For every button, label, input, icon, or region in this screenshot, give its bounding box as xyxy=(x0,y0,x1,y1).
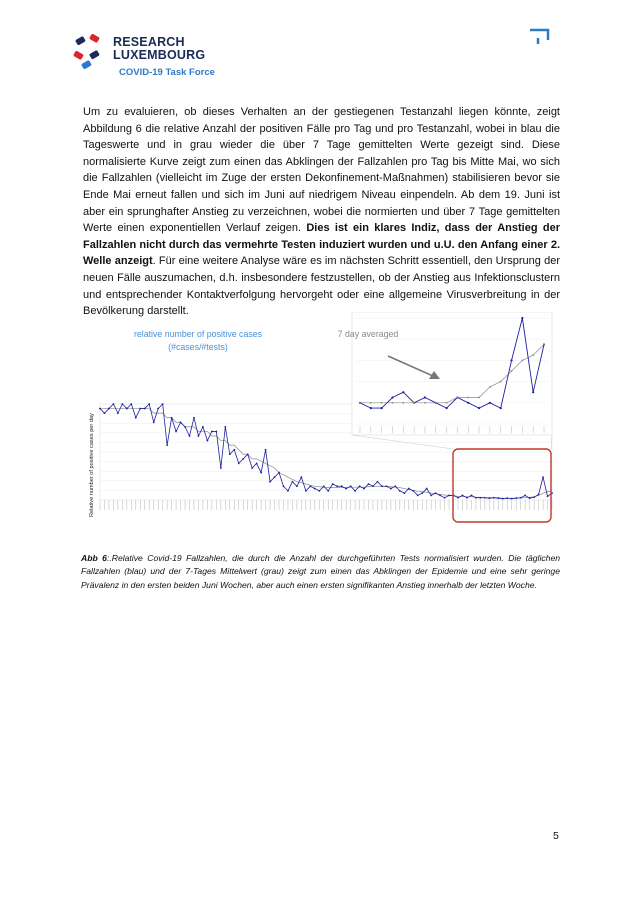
daily-point xyxy=(488,497,490,499)
daily-point xyxy=(296,485,298,487)
daily-point xyxy=(394,485,396,487)
inset-daily-point xyxy=(500,407,502,409)
caption-label: Abb 6 xyxy=(81,553,107,563)
inset-daily-point xyxy=(391,396,393,398)
daily-point xyxy=(323,485,325,487)
daily-point xyxy=(184,426,186,428)
daily-point xyxy=(368,483,370,485)
inset-averaged-point xyxy=(402,402,404,404)
daily-point xyxy=(260,472,262,474)
inset-averaged-point xyxy=(435,402,437,404)
daily-point xyxy=(466,497,468,499)
daily-point xyxy=(439,495,441,497)
daily-point xyxy=(511,498,513,500)
inset-averaged-point xyxy=(543,344,545,346)
daily-point xyxy=(265,449,267,451)
inset-averaged-point xyxy=(370,402,372,404)
daily-point xyxy=(515,497,517,499)
logo-wordmark xyxy=(113,36,205,62)
daily-point xyxy=(538,494,540,496)
paragraph-bold: Dies ist ein klares Indiz, dass der Anstieg der Fallzahlen nicht durch das vermehrte Testen induziert wurden und u.U. den Anfang einer 2. Welle anzeigt xyxy=(83,222,560,268)
inset-averaged-point xyxy=(359,402,361,404)
daily-point xyxy=(533,496,535,498)
body-paragraph xyxy=(83,104,560,320)
inset-averaged-point xyxy=(424,402,426,404)
daily-point xyxy=(108,408,110,410)
legend-averaged: 7 day averaged xyxy=(337,329,399,339)
daily-point xyxy=(497,497,499,499)
legend-daily-line2: (#cases/#tests) xyxy=(168,342,228,352)
page-number: 5 xyxy=(553,830,559,842)
daily-point xyxy=(377,481,379,483)
daily-point xyxy=(448,495,450,497)
daily-point xyxy=(430,495,432,497)
daily-point xyxy=(309,485,311,487)
daily-point xyxy=(332,483,334,485)
daily-point xyxy=(117,412,119,414)
daily-point xyxy=(229,453,231,455)
daily-point xyxy=(305,490,307,492)
inset-averaged-point xyxy=(446,402,448,404)
daily-point xyxy=(211,431,213,433)
inset-averaged-point xyxy=(413,402,415,404)
daily-point xyxy=(269,481,271,483)
daily-point xyxy=(157,408,159,410)
logo-subtitle: COVID-19 Task Force xyxy=(119,67,215,78)
inset-daily-point xyxy=(370,407,372,409)
daily-point xyxy=(547,495,549,497)
daily-point xyxy=(171,417,173,419)
inset-averaged-point xyxy=(500,381,502,383)
inset-daily-point xyxy=(489,402,491,404)
inset-daily-point xyxy=(445,407,447,409)
daily-point xyxy=(435,492,437,494)
daily-point xyxy=(336,485,338,487)
daily-point xyxy=(314,488,316,490)
daily-point xyxy=(99,408,101,410)
daily-point xyxy=(403,492,405,494)
daily-point xyxy=(300,476,302,478)
inset-averaged-point xyxy=(392,402,394,404)
daily-point xyxy=(390,488,392,490)
inset-averaged-point xyxy=(457,397,459,399)
daily-point xyxy=(372,485,374,487)
daily-point xyxy=(399,490,401,492)
daily-point xyxy=(202,426,204,428)
daily-point xyxy=(193,417,195,419)
connector-line-left xyxy=(352,435,453,449)
logo-line-1: RESEARCH xyxy=(113,35,185,49)
daily-point xyxy=(126,408,128,410)
daily-point xyxy=(144,408,146,410)
daily-point xyxy=(251,467,253,469)
paragraph-part-1: Um zu evaluieren, ob dieses Verhalten an der gestiegenen Testanzahl liegen könnte, zeigt Abbildung 6 die relative Anzahl der positiven Fälle pro Tag und pro Testanzahl, wobei in blau die Tageswerte und in grau wieder die über 7 Tage gemittelten Werte gezeigt sind. Diese normalisierte Kurve zeigt zum einen das Abklingen der Fallzahlen pro Tag bis Mitte Mai, wo sich die Fallzahlen (vielleicht im Zuge der ersten Dekonfinement-Maßnahmen) stabilisieren bevor sie Ende Mai erneut fallen und sich im Juni auf niedrigem Niveau einpendeln. Ab dem 19. Juni ist aber ein sprunghafter Anstieg zu verzeichnen, wobei die normierten und über 7 Tage gemittelten Werte einen exponentiellen Verlauf zeigen. xyxy=(83,106,560,235)
corner-bracket-icon xyxy=(526,24,554,46)
figure-chart xyxy=(82,312,560,524)
logo-line-2: LUXEMBOURG xyxy=(113,48,206,62)
daily-point xyxy=(493,497,495,499)
daily-point xyxy=(104,412,106,414)
inset-averaged-point xyxy=(521,360,523,362)
daily-point xyxy=(130,403,132,405)
daily-point xyxy=(139,408,141,410)
daily-point xyxy=(475,497,477,499)
inset-daily-point xyxy=(478,407,480,409)
daily-point xyxy=(207,440,209,442)
daily-point xyxy=(341,485,343,487)
inset-daily-point xyxy=(381,407,383,409)
inset-daily-point xyxy=(402,391,404,393)
daily-point xyxy=(542,476,544,478)
daily-point xyxy=(242,458,244,460)
daily-point xyxy=(520,497,522,499)
daily-point xyxy=(256,463,258,465)
daily-point xyxy=(479,497,481,499)
daily-point xyxy=(278,472,280,474)
daily-point xyxy=(524,495,526,497)
main-x-tick-labels xyxy=(100,500,552,510)
figure-caption xyxy=(81,552,560,592)
daily-point xyxy=(175,431,177,433)
daily-point xyxy=(224,426,226,428)
inset-averaged-point xyxy=(467,397,469,399)
daily-point xyxy=(354,490,356,492)
daily-point xyxy=(189,435,191,437)
inset-averaged-point xyxy=(478,397,480,399)
caption-text: :.Relative Covid-19 Fallzahlen, die durch die Anzahl der durchgeführten Tests normalisiert wurden. Die täglichen Fallzahlen (blau) und der 7-Tages Mittelwert (grau) zeigt zum einen das Abklingen der Epidemie und eine sehr geringe Prävalenz in den ersten beiden Juni Wochen, aber auch einen ersten signifikanten Anstieg innerhalb der letzten Woche. xyxy=(81,553,561,590)
y-axis-label: Relative number of positive cases per day xyxy=(89,413,95,517)
inset-daily-point xyxy=(424,396,426,398)
daily-point xyxy=(215,431,217,433)
daily-point xyxy=(153,421,155,423)
inset-averaged-point xyxy=(511,370,513,372)
legend-daily-line1: relative number of positive cases xyxy=(133,329,263,339)
inset-daily-point xyxy=(532,391,534,393)
daily-point xyxy=(247,453,249,455)
daily-point xyxy=(287,490,289,492)
daily-point xyxy=(198,435,200,437)
daily-point xyxy=(292,481,294,483)
logo-mark-icon xyxy=(73,33,100,69)
paragraph-part-2: . Für eine weitere Analyse wäre es im nächsten Schritt essentiell, den Ursprung der neuen Fälle auszumachen, d.h. insbesondere festzustellen, ob der Anstieg aus Infektionsclustern und entsprechender Kontaktverfolgung hervorgeht oder eine allgemeine Virusverbreitung in der Bevölkerung darstellt. xyxy=(83,255,560,318)
inset-daily-point xyxy=(467,402,469,404)
daily-point xyxy=(327,490,329,492)
daily-point xyxy=(381,485,383,487)
daily-point xyxy=(417,495,419,497)
daily-point xyxy=(274,476,276,478)
inset-averaged-point xyxy=(489,386,491,388)
inset-averaged-point xyxy=(532,354,534,356)
daily-point xyxy=(484,497,486,499)
daily-point xyxy=(238,463,240,465)
daily-point xyxy=(233,449,235,451)
highlight-box xyxy=(453,449,551,522)
daily-point xyxy=(412,490,414,492)
inset-daily-point xyxy=(510,359,512,361)
inset-daily-point xyxy=(521,317,523,319)
daily-point xyxy=(350,485,352,487)
daily-point xyxy=(121,403,123,405)
daily-point xyxy=(421,492,423,494)
daily-point xyxy=(386,485,388,487)
daily-point xyxy=(148,403,150,405)
daily-point xyxy=(471,495,473,497)
daily-point xyxy=(359,485,361,487)
daily-point xyxy=(462,495,464,497)
daily-point xyxy=(283,485,285,487)
daily-point xyxy=(166,444,168,446)
daily-point xyxy=(506,497,508,499)
daily-point xyxy=(426,488,428,490)
daily-point xyxy=(220,467,222,469)
daily-point xyxy=(113,403,115,405)
daily-point xyxy=(363,488,365,490)
daily-point xyxy=(408,488,410,490)
daily-point xyxy=(502,498,504,500)
daily-point xyxy=(529,497,531,499)
daily-point xyxy=(135,417,137,419)
daily-point xyxy=(457,497,459,499)
daily-point xyxy=(318,490,320,492)
daily-point xyxy=(444,497,446,499)
daily-point xyxy=(162,403,164,405)
daily-point xyxy=(345,488,347,490)
inset-averaged-point xyxy=(381,402,383,404)
daily-point xyxy=(180,421,182,423)
